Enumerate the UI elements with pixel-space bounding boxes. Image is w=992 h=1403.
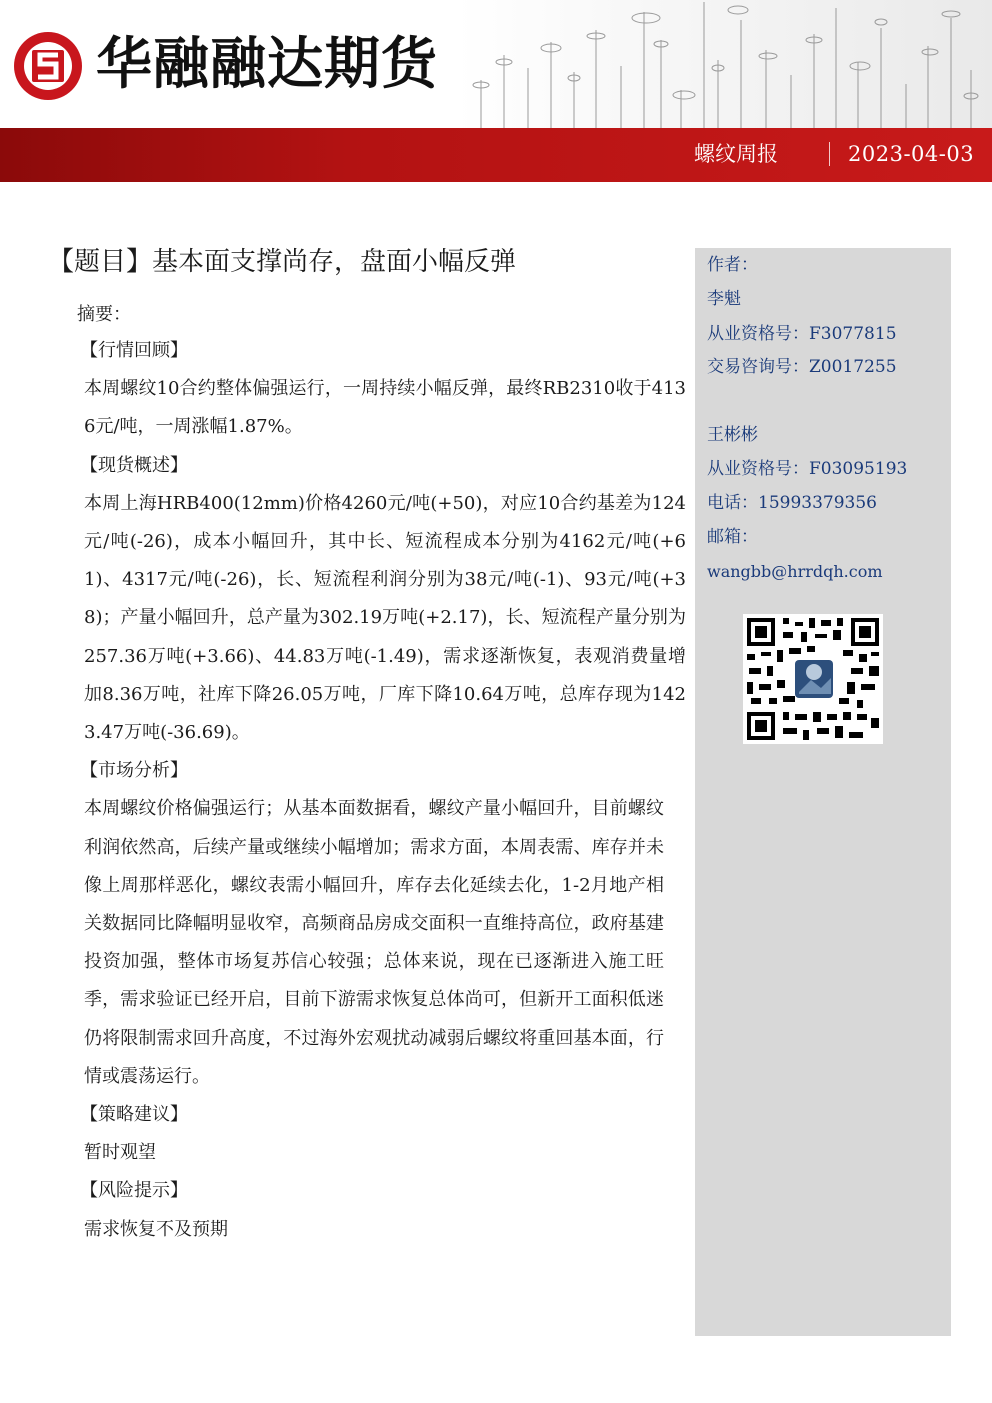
report-body	[80, 332, 686, 1249]
header-band	[0, 128, 992, 182]
page-header	[0, 0, 992, 182]
qr-code-icon	[743, 614, 883, 744]
abstract-label: 摘要：	[77, 304, 131, 325]
report-title: 【题目】基本面支撑尚存，盘面小幅反弹	[48, 247, 517, 277]
author2-name: 王彬彬	[707, 425, 758, 445]
section-heading-analysis: 【市场分析】	[80, 760, 188, 782]
author1-qualification: 从业资格号：F3077815	[707, 324, 897, 344]
author1-consulting-number: 交易咨询号：Z0017255	[707, 357, 897, 377]
brand-name: 华融融达期货	[96, 32, 438, 97]
author2-email-label: 邮箱：	[707, 527, 758, 547]
section-body-strategy: 暂时观望	[84, 1142, 156, 1164]
author2-email[interactable]: wangbb@hrrdqh.com	[707, 562, 883, 581]
section-heading-risk: 【风险提示】	[80, 1180, 188, 1202]
author-sidebar	[695, 248, 951, 1336]
section-body-spot: 本周上海HRB400(12mm)价格4260元/吨(+50)，对应10合约基差为124元/吨(-26)，成本小幅回升，其中长、短流程成本分别为4162元/吨(+61)、4317元/吨(-26)，长、短流程利润分别为38元/吨(-1)、93元/吨(+38)；产量小幅回升，总产量为302.19万吨(+2.17)，长、短流程产量分别为257.36万吨(+3.66)、44.83万吨(-1.49)，需求逐渐恢复，表观消费量增加8.36万吨，社库下降26.05万吨，厂库下降10.64万吨，总库存现为1423.47万吨(-36.69)。	[84, 492, 686, 744]
section-heading-spot: 【现货概述】	[80, 454, 188, 476]
report-date: 2023-04-03	[848, 142, 975, 166]
company-logo-icon	[12, 30, 84, 102]
author2-phone: 电话：15993379356	[707, 493, 877, 513]
section-body-risk: 需求恢复不及预期	[84, 1218, 228, 1240]
author2-qualification: 从业资格号：F03095193	[707, 459, 908, 479]
section-body-analysis: 本周螺纹价格偏强运行；从基本面数据看，螺纹产量小幅回升，目前螺纹利润依然高，后续产量或继续小幅增加；需求方面，本周表需、库存并未像上周那样恶化，螺纹表需小幅回升，库存去化延续去化，1-2月地产相关数据同比降幅明显收窄，高频商品房成交面积一直维持高位，政府基建投资加强，整体市场复苏信心较强；总体来说，现在已逐渐进入施工旺季，需求验证已经开启，目前下游需求恢复总体尚可，但新开工面积低迷仍将限制需求回升高度，不过海外宏观扰动减弱后螺纹将重回基本面，行情或震荡运行。	[84, 798, 664, 1087]
section-body-market-review: 本周螺纹10合约整体偏强运行，一周持续小幅反弹，最终RB2310收于4136元/吨，一周涨幅1.87%。	[84, 378, 686, 438]
header-divider	[829, 142, 830, 166]
report-type: 螺纹周报	[694, 142, 778, 166]
author-label: 作者：	[707, 255, 758, 275]
author1-name: 李魁	[707, 289, 741, 309]
section-heading-market-review: 【行情回顾】	[80, 340, 188, 361]
header-decoration	[456, 0, 992, 128]
section-heading-strategy: 【策略建议】	[80, 1104, 188, 1126]
